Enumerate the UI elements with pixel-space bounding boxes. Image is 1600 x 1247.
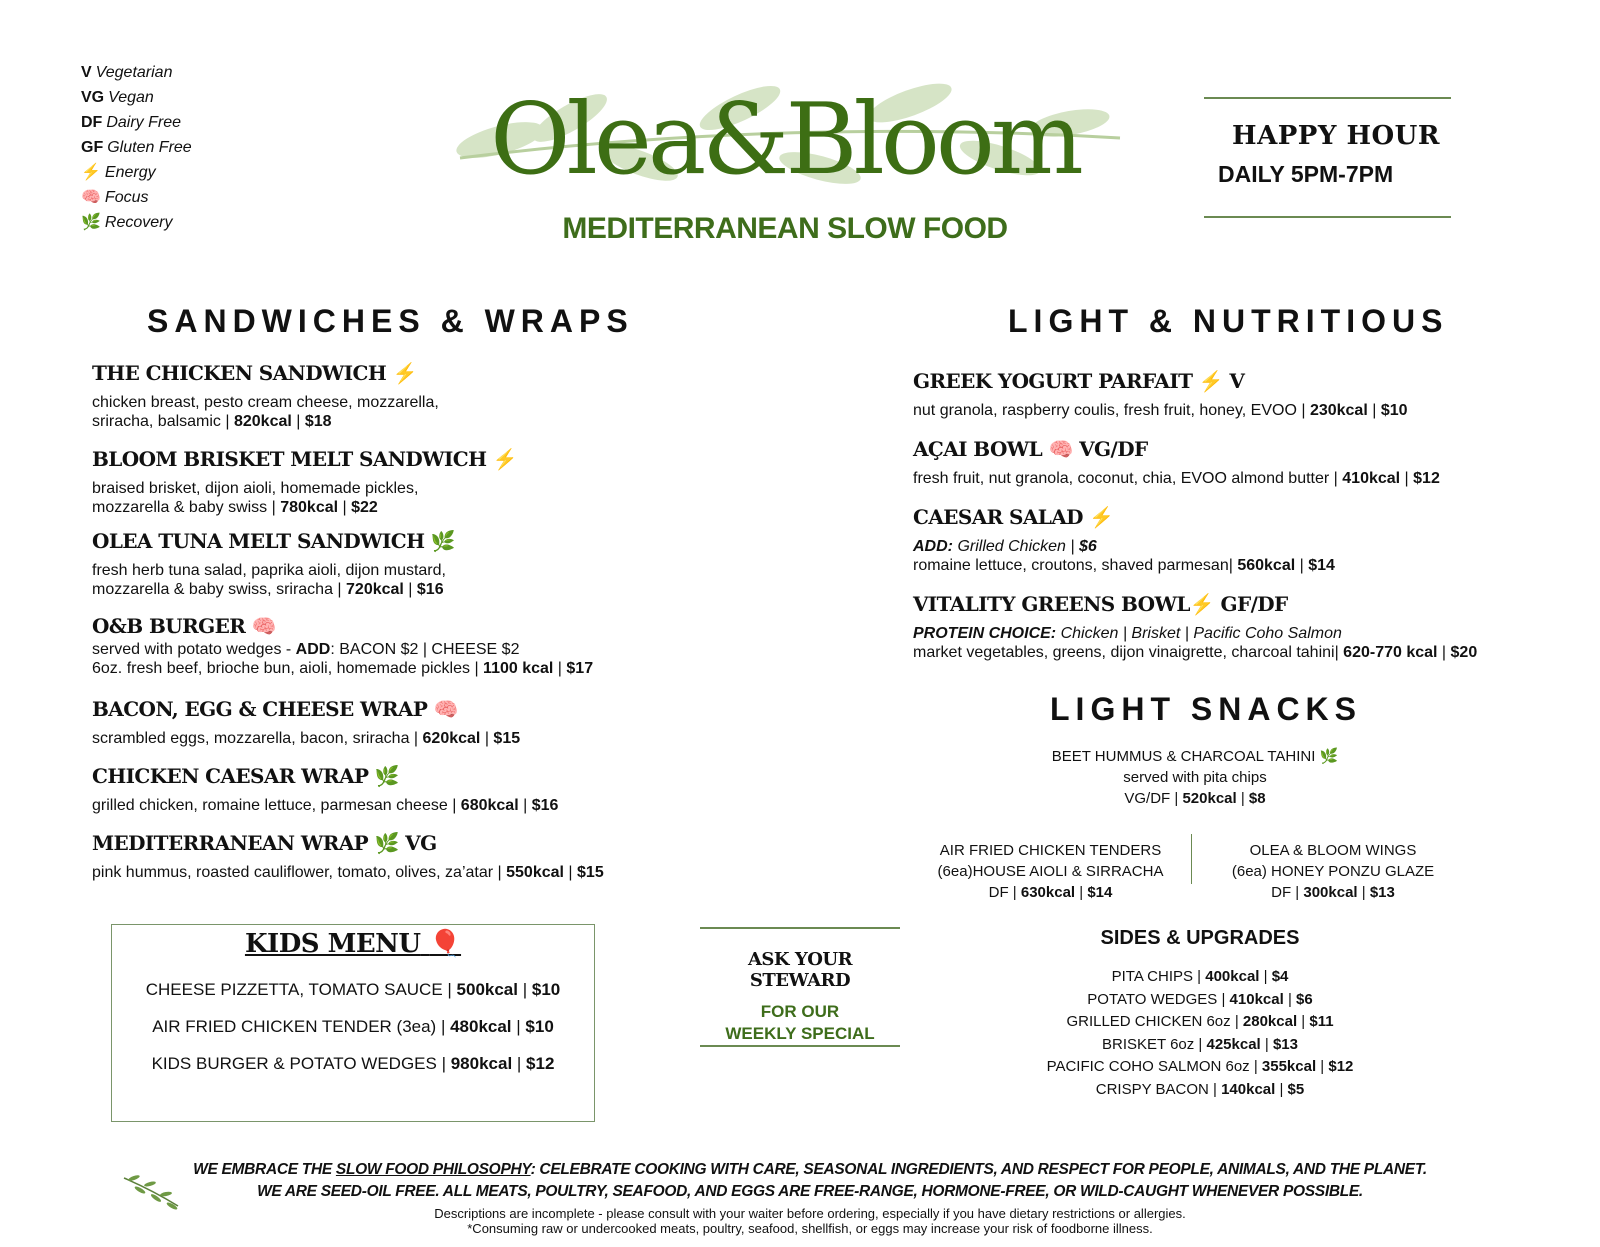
herb-icon: 🌿: [1319, 748, 1339, 765]
snack-beet-hummus: BEET HUMMUS & CHARCOAL TAHINI 🌿 served with pita chips VG/DF | 520kcal | $8: [1051, 748, 1339, 807]
energy-icon: ⚡: [81, 164, 101, 181]
section-heading-sandwiches: SANDWICHES & WRAPS: [147, 303, 634, 339]
kids-menu-box: [111, 924, 595, 1122]
menu-item: MEDITERRANEAN WRAP 🌿 VG pink hummus, roasted cauliflower, tomato, olives, za’atar | 550kcal | $15: [92, 831, 604, 881]
kids-menu-title: KIDS MENU: [244, 929, 421, 959]
menu-item: BACON, EGG & CHEESE WRAP 🧠 scrambled eggs, mozzarella, bacon, sriracha | 620kcal | $15: [92, 697, 521, 747]
list-item: CRISPY BACON | 140kcal | $5: [1095, 1080, 1305, 1098]
snack-chicken-tenders: AIR FRIED CHICKEN TENDERS (6ea)HOUSE AIOLI & SIRRACHA DF | 630kcal | $14: [937, 842, 1164, 901]
menu-item: AÇAI BOWL 🧠 VG/DF fresh fruit, nut granola, coconut, chia, EVOO almond butter | 410kcal | $12: [913, 437, 1440, 487]
snack-wings: OLEA & BLOOM WINGS (6ea) HONEY PONZU GLAZE DF | 300kcal | $13: [1231, 842, 1435, 901]
herb-icon: 🌿 VG: [374, 831, 437, 855]
energy-icon: ⚡: [492, 447, 518, 471]
menu-item: GREEK YOGURT PARFAIT ⚡ V nut granola, raspberry coulis, fresh fruit, honey, EVOO | 230kcal | $10: [913, 369, 1408, 419]
legend-row: ⚡ Energy: [81, 164, 156, 181]
menu-item: CAESAR SALAD ⚡ ADD: Grilled Chicken | $6 romaine lettuce, croutons, shaved parmesan| 560kcal | $14: [913, 505, 1335, 574]
menu-item: BLOOM BRISKET MELT SANDWICH ⚡ braised brisket, dijon aioli, homemade pickles, mozzarella & baby swiss | 780kcal | $22: [92, 447, 518, 516]
section-heading-snacks: LIGHT SNACKS: [1050, 691, 1362, 727]
energy-icon: ⚡: [392, 361, 417, 385]
dietary-legend: [81, 60, 192, 235]
weekly-special-box: ASK YOUR STEWARD FOR OUR WEEKLY SPECIAL: [700, 927, 900, 1047]
energy-icon: ⚡ V: [1198, 369, 1245, 393]
brand-title: Olea&Bloom: [490, 83, 1080, 197]
balloon-icon: 🎈: [429, 929, 462, 959]
slow-food-statement: WE EMBRACE THE SLOW FOOD PHILOSOPHY: CELEBRATE COOKING WITH CARE, SEASONAL INGREDIENTS, AND RESPECT FOR PEOPLE, ANIMALS, AND THE PLANET. WE ARE SEED-OIL FREE. ALL MEATS, POULTRY, SEAFOOD, AND EGGS ARE FREE-RANGE, HORMONE-FREE, OR WILD-CAUGHT WHENEVER POSSIBLE.: [193, 1161, 1427, 1200]
list-item: PITA CHIPS | 400kcal | $4: [1111, 968, 1289, 985]
legend-row: 🌿 Recovery: [81, 214, 173, 231]
menu-item: THE CHICKEN SANDWICH ⚡ chicken breast, pesto cream cheese, mozzarella, sriracha, balsamic | 820kcal | $18: [92, 361, 439, 430]
steward-line: ASK YOUR STEWARD: [747, 949, 853, 991]
herb-icon: 🌿: [81, 214, 101, 231]
disclaimer: Descriptions are incomplete - please consult with your waiter before ordering, especially if you have dietary restrictions or allergies. *Consuming raw or undercooked meats, poultry, seafood, shellfish, or eggs may increase your risk of foodborne illness.: [434, 1206, 1186, 1236]
happy-hour-time: DAILY 5PM-7PM: [1218, 161, 1394, 187]
list-item: GRILLED CHICKEN 6oz | 280kcal | $11: [1066, 1013, 1334, 1030]
section-heading-sides: SIDES & UPGRADES: [1100, 927, 1300, 949]
menu-item: CHICKEN CAESAR WRAP 🌿 grilled chicken, romaine lettuce, parmesan cheese | 680kcal | $16: [92, 764, 559, 814]
legend-row: GF Gluten Free: [81, 139, 192, 156]
brand-logo: [440, 78, 1130, 208]
legend-row: VG Vegan: [81, 89, 154, 106]
menu-item: OLEA TUNA MELT SANDWICH 🌿 fresh herb tuna salad, paprika aioli, dijon mustard, mozzarella & baby swiss, sriracha | 720kcal | $16: [92, 529, 456, 598]
brain-icon: 🧠: [433, 697, 458, 721]
section-heading-light: LIGHT & NUTRITIOUS: [1008, 303, 1449, 339]
list-item: CHEESE PIZZETTA, TOMATO SAUCE | 500kcal | $10: [145, 980, 561, 999]
energy-icon: ⚡: [1089, 505, 1114, 529]
menu-item: VITALITY GREENS BOWL⚡ GF/DF PROTEIN CHOICE: Chicken | Brisket | Pacific Coho Salmon market vegetables, greens, dijon vinaigrette, charcoal tahini| 620-770 kcal | $20: [913, 592, 1478, 661]
sides-list: [1000, 966, 1400, 1101]
brain-icon: 🧠: [251, 614, 276, 638]
herb-icon: 🌿: [430, 529, 456, 553]
list-item: KIDS BURGER & POTATO WEDGES | 980kcal | $12: [151, 1054, 555, 1073]
happy-hour-title: HAPPY HOUR: [1232, 121, 1440, 151]
legend-row: DF Dairy Free: [81, 114, 182, 131]
list-item: PACIFIC COHO SALMON 6oz | 355kcal | $12: [1046, 1058, 1354, 1075]
herb-icon: 🌿: [374, 764, 400, 788]
list-item: POTATO WEDGES | 410kcal | $6: [1087, 990, 1313, 1008]
list-item: BRISKET 6oz | 425kcal | $13: [1102, 1035, 1298, 1053]
happy-hour-box: [1204, 97, 1451, 218]
list-item: AIR FRIED CHICKEN TENDER (3ea) | 480kcal | $10: [152, 1017, 554, 1036]
snack-divider: [1191, 834, 1192, 884]
tagline: MEDITERRANEAN SLOW FOOD: [562, 212, 1008, 245]
energy-icon: ⚡ GF/DF: [1189, 592, 1288, 616]
brain-icon: 🧠 VG/DF: [1048, 437, 1148, 461]
menu-item: O&B BURGER 🧠 served with potato wedges - ADD: BACON $2 | CHEESE $2 6oz. fresh beef, brioche bun, aioli, homemade pickles | 1100 kcal | $17: [92, 614, 594, 677]
brain-icon: 🧠: [81, 189, 101, 206]
legend-row: V Vegetarian: [81, 64, 173, 81]
legend-row: 🧠 Focus: [81, 189, 149, 206]
